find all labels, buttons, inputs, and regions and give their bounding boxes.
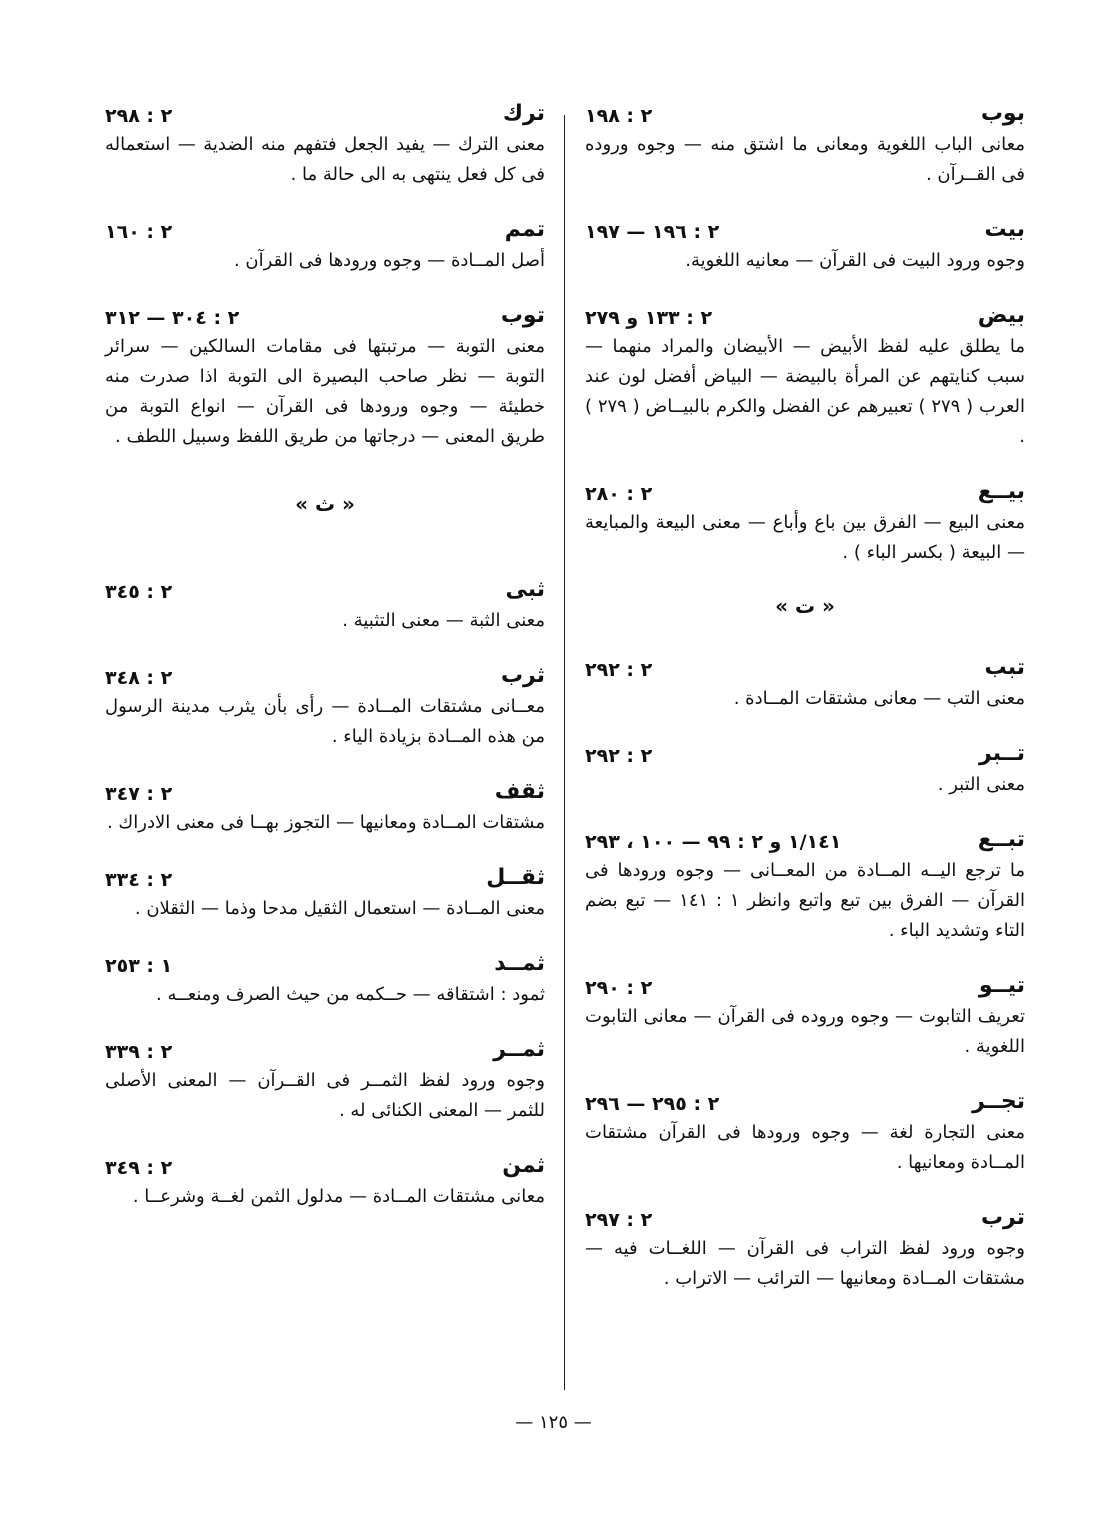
- entry-header: [585, 972, 1025, 1000]
- entry-volume-page-ref: ٢ : ٢٩٢: [585, 659, 653, 681]
- entry-volume-page-ref: ٢ : ٢٩٨: [105, 105, 173, 127]
- entry-header: [585, 478, 1025, 506]
- entry-root-word: توب: [500, 303, 545, 328]
- right-entries-taa: [585, 654, 1025, 1294]
- entry-header: [105, 576, 545, 604]
- entry-description: وجوه ورود لفظ الثمــر فى القــرآن — المعنى الأصلى للثمر — المعنى الكنائى له .: [105, 1070, 545, 1121]
- entry-description: معنى الترك — يفيد الجعل فتفهم منه الضدية — استعماله فى كل فعل ينتهى به الى حالة ما .: [105, 134, 545, 185]
- entry-header: [105, 950, 545, 978]
- entry-description: تعريف التابوت — وجوه وروده فى القرآن — معانى التابوت اللغوية .: [585, 1006, 1025, 1057]
- entry-header: [585, 1088, 1025, 1116]
- entry-volume-page-ref: ٢ : ٣٠٤ — ٣١٢: [105, 307, 240, 329]
- entry-root-word: ترك: [502, 101, 545, 126]
- entry-header: [585, 100, 1025, 128]
- column-divider: [564, 115, 565, 1390]
- entry-description: معنى البيع — الفرق بين باع وأباع — معنى البيعة والمبايعة — البيعة ( بكسر الباء ) .: [585, 512, 1025, 563]
- entry-volume-page-ref: ٢ : ٢٩٧: [585, 1209, 653, 1231]
- section-heading-thaa: « ث »: [295, 492, 355, 516]
- left-entries-taa: [105, 100, 545, 452]
- entry-root-word: تبب: [984, 655, 1025, 680]
- entry-root-word: تمم: [504, 217, 545, 242]
- index-entry: [105, 864, 545, 924]
- entry-root-word: تجــر: [972, 1089, 1025, 1114]
- entry-root-word: تبــع: [977, 827, 1025, 852]
- entry-description: مشتقات المــادة ومعانيها — التجوز بهــا فى معنى الادراك .: [106, 812, 545, 833]
- entry-root-word: تيــو: [978, 973, 1025, 998]
- left-column: [105, 100, 545, 1238]
- index-entry: [105, 662, 545, 752]
- entry-header: [585, 826, 1025, 854]
- entry-root-word: ثقــل: [486, 865, 545, 890]
- index-entry: [105, 216, 545, 276]
- entry-root-word: بيض: [977, 303, 1025, 328]
- index-entry: [105, 576, 545, 636]
- entry-volume-page-ref: ٢ : ٢٩٠: [585, 977, 653, 999]
- index-entry: [105, 778, 545, 838]
- entry-root-word: بيــع: [977, 479, 1025, 504]
- entry-description: ثمود : اشتقاقه — حــكمه من حيث الصرف ومنعــه .: [156, 984, 545, 1005]
- entry-header: [585, 654, 1025, 682]
- entry-header: [105, 778, 545, 806]
- entry-description: ما يطلق عليه لفظ الأبيض — الأبيضان والمراد منهما — سبب كنايتهم عن المرأة بالبيضة — البياض أفضل لون عند العرب ( ٢٧٩ ) تعبيرهم عن الفضل والكرم بالبيــاض ( ٢٧٩ ) .: [585, 336, 1026, 447]
- index-entry: [585, 478, 1025, 568]
- entry-description: معنى التب — معانى مشتقات المــادة .: [733, 688, 1025, 709]
- page-number: — ١٢٥ —: [515, 1412, 592, 1433]
- section-heading-taa: « ت »: [775, 594, 835, 618]
- entry-root-word: بوب: [980, 101, 1025, 126]
- entry-header: [105, 1152, 545, 1180]
- right-column: [585, 100, 1025, 1320]
- index-entry: [585, 972, 1025, 1062]
- entry-volume-page-ref: ٢ : ١٩٨: [585, 105, 653, 127]
- entry-header: [105, 302, 545, 330]
- entry-root-word: ترب: [980, 1205, 1025, 1230]
- index-entry: [585, 1204, 1025, 1294]
- entry-description: وجوه ورود لفظ التراب فى القرآن — اللغــات فيه — مشتقات المــادة ومعانيها — الترائب — الاتراب .: [585, 1238, 1025, 1289]
- entry-header: [105, 864, 545, 892]
- entry-volume-page-ref: ٢ : ١٣٣ و ٢٧٩: [585, 307, 713, 329]
- left-entries-thaa: [105, 576, 545, 1212]
- entry-root-word: تــبر: [979, 741, 1025, 766]
- entry-root-word: ثرب: [500, 663, 545, 688]
- entry-volume-page-ref: ٢ : ٢٨٠: [585, 483, 653, 505]
- entry-header: [585, 302, 1025, 330]
- index-entry: [105, 1036, 545, 1126]
- entry-description: معــانى مشتقات المــادة — رأى بأن يثرب مدينة الرسول من هذه المــادة بزيادة الياء .: [105, 696, 545, 747]
- index-entry: [585, 100, 1025, 190]
- entry-header: [105, 216, 545, 244]
- entry-volume-page-ref: ٢ : ٣٤٧: [105, 783, 173, 805]
- entry-volume-page-ref: ١ : ٢٥٣: [105, 955, 173, 977]
- entry-description: معنى المــادة — استعمال الثقيل مدحا وذما — الثقلان .: [134, 898, 545, 919]
- entry-volume-page-ref: ٢ : ٣٤٩: [105, 1157, 173, 1179]
- index-entry: [105, 100, 545, 190]
- entry-root-word: بيت: [984, 217, 1025, 242]
- entry-root-word: ثمــر: [493, 1037, 545, 1062]
- entry-header: [105, 100, 545, 128]
- entry-root-word: ثمــد: [494, 951, 545, 976]
- entry-volume-page-ref: ٢ : ٣٤٨: [105, 667, 173, 689]
- index-entry: [585, 654, 1025, 714]
- entry-description: معنى الثبة — معنى التثبية .: [342, 610, 545, 631]
- entry-description: ما ترجع اليــه المــادة من المعــانى — وجوه ورودها فى القرآن — الفرق بين تبع واتبع وانظر ١ : ١٤١ — تبع بضم التاء وتشديد الباء .: [585, 860, 1025, 941]
- index-entry: [585, 302, 1025, 452]
- entry-description: معنى التوبة — مرتبتها فى مقامات السالكين — سرائر التوبة — نظر صاحب البصيرة الى التوبة اذا صدرت منه خطيئة — وجوه ورودها فى القرآن — انواع التوبة من طريق المعنى — درجاتها من طريق اللفظ وسبيل اللطف .: [105, 336, 545, 447]
- entry-volume-page-ref: ٢ : ٢٩٢: [585, 745, 653, 767]
- entry-header: [585, 1204, 1025, 1232]
- entry-volume-page-ref: ٢ : ١٦٠: [105, 221, 173, 243]
- entry-root-word: ثبى: [505, 577, 545, 602]
- entry-root-word: ثقف: [494, 779, 545, 804]
- entry-description: معانى مشتقات المــادة — مدلول الثمن لغــة وشرعــا .: [132, 1186, 545, 1207]
- entry-description: معنى التجارة لغة — وجوه ورودها فى القرآن مشتقات المــادة ومعانيها .: [585, 1122, 1025, 1173]
- entry-header: [585, 740, 1025, 768]
- entry-header: [105, 662, 545, 690]
- index-entry: [585, 1088, 1025, 1178]
- index-entry: [105, 1152, 545, 1212]
- entry-description: أصل المــادة — وجوه ورودها فى القرآن .: [233, 250, 545, 271]
- entry-header: [585, 216, 1025, 244]
- index-entry: [105, 302, 545, 452]
- entry-description: وجوه ورود البيت فى القرآن — معانيه اللغوية.: [685, 250, 1025, 271]
- entry-volume-page-ref: ٢ : ١٩٦ — ١٩٧: [585, 221, 720, 243]
- entry-description: معانى الباب اللغوية ومعانى ما اشتق منه — وجوه وروده فى القــرآن .: [585, 134, 1025, 185]
- index-entry: [585, 740, 1025, 800]
- index-entry: [105, 950, 545, 1010]
- entry-volume-page-ref: ٢ : ٣٣٤: [105, 869, 173, 891]
- index-entry: [585, 216, 1025, 276]
- entry-volume-page-ref: ٢ : ٢٩٥ — ٢٩٦: [585, 1093, 720, 1115]
- entry-volume-page-ref: ٢ : ٣٣٩: [105, 1041, 173, 1063]
- entry-header: [105, 1036, 545, 1064]
- entry-description: معنى التبر .: [937, 774, 1025, 795]
- entry-volume-page-ref: ٢ : ٣٤٥: [105, 581, 173, 603]
- entry-volume-page-ref: ١/١٤١ و ٢ : ٩٩ — ١٠٠ ، ٢٩٣: [585, 831, 842, 853]
- entry-root-word: ثمن: [502, 1153, 545, 1178]
- index-entry: [585, 826, 1025, 946]
- right-entries-ba: [585, 100, 1025, 568]
